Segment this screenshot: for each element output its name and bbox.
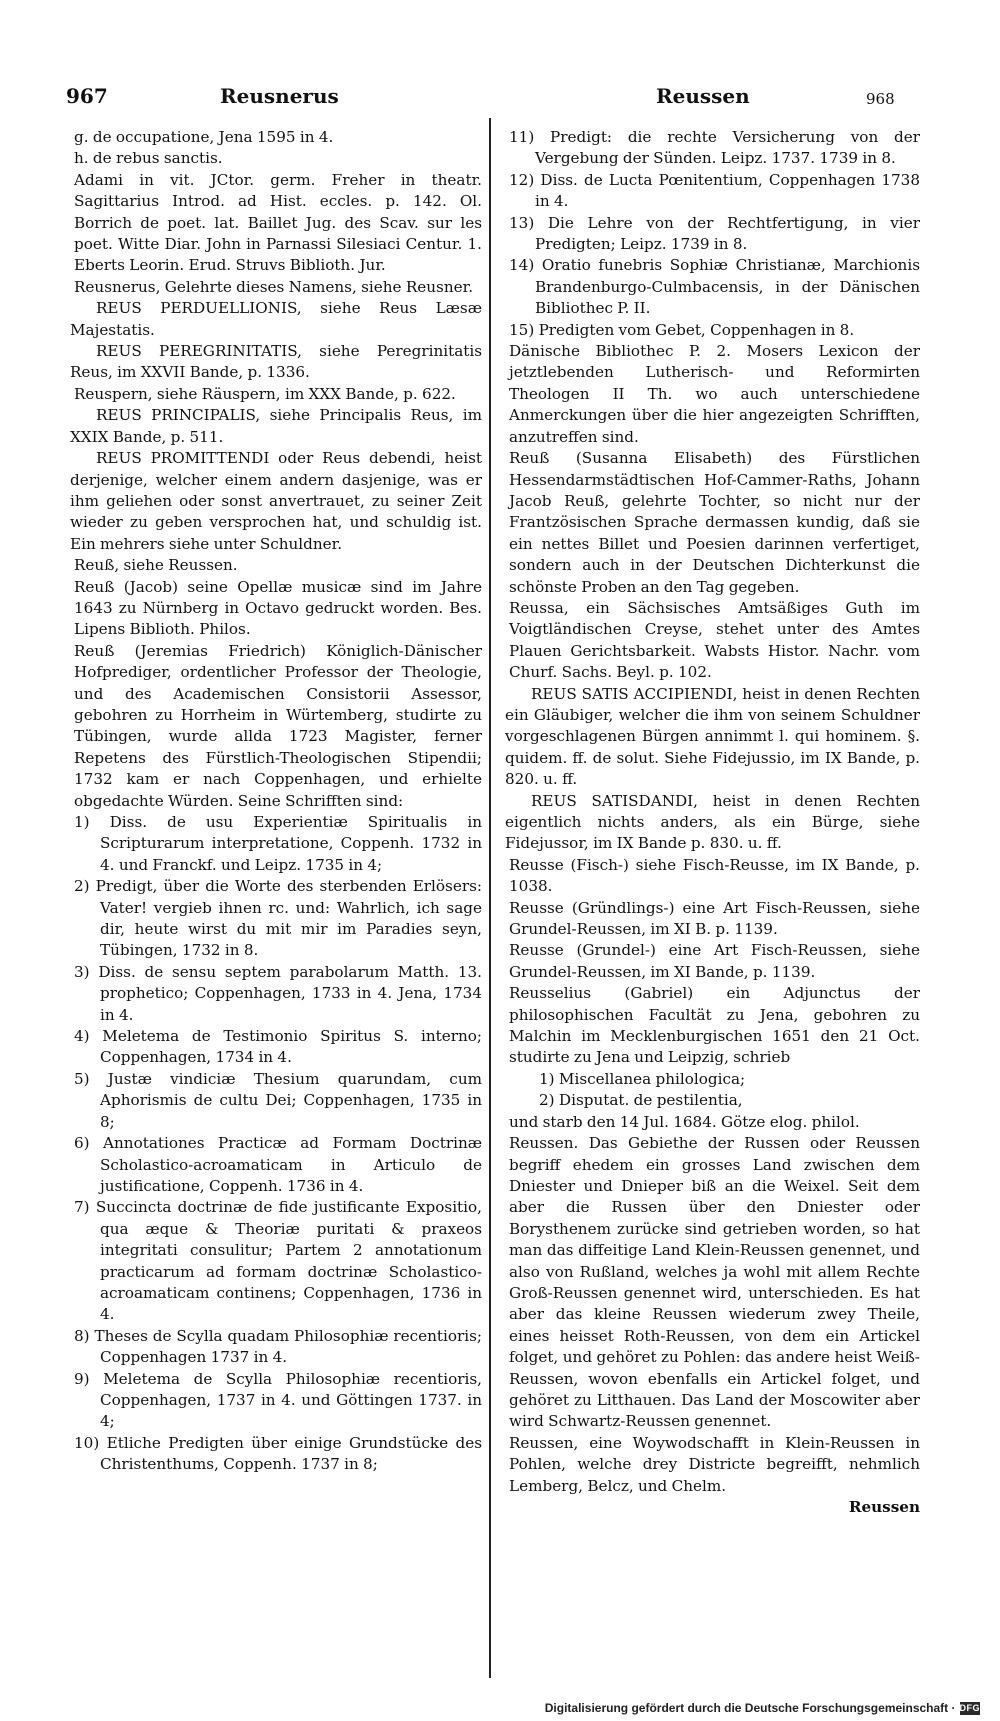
left-page-number: 967 — [66, 84, 108, 108]
paragraph: Reuß, siehe Reussen. — [74, 556, 238, 575]
right-catchword: Reussen — [656, 84, 750, 108]
paragraph: 9) Meletema de Scylla Philosophiæ recentioris, Coppenhagen, 1737 in 4. und Göttingen 1737. in 4; — [74, 1369, 482, 1431]
paragraph: 13) Die Lehre von der Rechtfertigung, in vier Predigten; Leipz. 1739 in 8. — [509, 213, 920, 254]
paragraph: 14) Oratio funebris Sophiæ Christianæ, Marchionis Brandenburgo-Culmbacensis, in der Dänischen Bibliothec P. II. — [509, 256, 920, 318]
dfg-logo: DFG — [959, 1702, 980, 1713]
paragraph: Reusse (Gründlings-) eine Art Fisch-Reussen, siehe Grundel-Reussen, im XI B. p. 1139. — [509, 898, 920, 939]
paragraph: REUS PRINCIPALIS, siehe Principalis Reus, im XXIX Bande, p. 511. — [70, 406, 482, 446]
paragraph: 1) Miscellanea philologica; — [539, 1069, 746, 1088]
paragraph: 12) Diss. de Lucta Pœnitentium, Coppenhagen 1738 in 4. — [509, 170, 920, 211]
footer-text: Digitalisierung gefördert durch die Deutsche Forschungsgemeinschaft · — [544, 1701, 956, 1715]
paragraph: Reusselius (Gabriel) ein Adjunctus der philosophischen Facultät zu Jena, gebohren zu Malchin im Mecklenburgischen 1651 den 21 Oct. studirte zu Jena und Leipzig, schrieb — [509, 984, 920, 1067]
paragraph: Reusse (Grundel-) eine Art Fisch-Reussen, siehe Grundel-Reussen, im XI Bande, p. 1139. — [509, 941, 920, 981]
paragraph: h. de rebus sanctis. — [74, 149, 223, 168]
paragraph: REUS PROMITTENDI oder Reus debendi, heist derjenige, welcher einem andern dasjenige, was er ihm geliehen oder sonst anvertrauet, zu seiner Zeit wieder zu geben versprochen hat, und schuldig ist. Ein mehrers siehe unter Schuldner. — [70, 449, 482, 553]
paragraph: Reusnerus, Gelehrte dieses Namens, siehe Reusner. — [74, 277, 474, 296]
page-header — [66, 84, 906, 120]
right-page-number: 968 — [866, 90, 895, 108]
paragraph: 11) Predigt: die rechte Versicherung von der Vergebung der Sünden. Leipz. 1737. 1739 in 8. — [509, 128, 920, 168]
paragraph: 4) Meletema de Testimonio Spiritus S. interno; Coppenhagen, 1734 in 4. — [74, 1027, 482, 1067]
paragraph: Reuspern, siehe Räuspern, im XXX Bande, p. 622. — [74, 384, 456, 403]
paragraph: Reussen, eine Woywodschafft in Klein-Reussen in Pohlen, welche drey Districte begreifft, nehmlich Lemberg, Belcz, und Chelm. — [509, 1433, 920, 1495]
paragraph: 6) Annotationes Practicæ ad Formam Doctrinæ Scholastico-acroamaticam in Articulo de justificatione, Coppenh. 1736 in 4. — [74, 1134, 482, 1195]
paragraph: 8) Theses de Scylla quadam Philosophiæ recentioris; Coppenhagen 1737 in 4. — [74, 1326, 482, 1367]
paragraph: Reussen. Das Gebiethe der Russen oder Reussen begriff ehedem ein grosses Land zwischen dem Dniester und Dnieper biß an die Weixel. Seit dem aber die Russen über den Dniester oder Borysthenem zurücke sind getrieben worden, so hat man das diffeitige Land Klein-Reussen genennet, und also von Rußland, welches ja wohl mit allem Rechte Groß-Reussen genennet wird, unterschieden. Es hat aber das kleine Reussen wiederum zwey Theile, eines heisset Roth-Reussen, von dem ein Artickel folget, und gehöret zu Pohlen: das andere heist Weiß-Reussen, wovon ebenfalls ein Artickel folget, und gehöret zu Litthauen. Das Land der Moscowiter aber wird Schwartz-Reussen genennet. — [509, 1134, 920, 1431]
paragraph: 7) Succincta doctrinæ de fide justificante Expositio, qua æque & Theoriæ puritati & praxeos integritati consulitur; Partem 2 annotationum practicarum ad formam doctrinæ Scholastico-acroamaticam continens; Coppenhagen, 1736 in 4. — [74, 1198, 482, 1324]
paragraph: Dänische Bibliothec P. 2. Mosers Lexicon der jetztlebenden Lutherisch- und Reformirten Theologen II Th. wo auch unterschiedene Anmerckungen über die hier angezeigten Schrifften, anzutreffen sind. — [509, 342, 920, 446]
paragraph: g. de occupatione, Jena 1595 in 4. — [74, 128, 334, 146]
catchword-bottom: Reussen — [848, 1498, 920, 1516]
paragraph: Reuß (Jeremias Friedrich) Königlich-Dänischer Hofprediger, ordentlicher Professor der Theologie, und des Academischen Consistorii Assessor, gebohren zu Horrheim in Würtemberg, studirte zu Tübingen, wurde allda 1723 Magister, ferner Repetens des Fürstlich-Theologischen Stipendii; 1732 kam er nach Coppenhagen, und erhielte obgedachte Würden. Seine Schrifften sind: — [74, 641, 482, 810]
paragraph: 2) Predigt, über die Worte des sterbenden Erlösers: Vater! vergieb ihnen rc. und: Wahrlich, ich sage dir, heute wirst du mit mir im Paradies seyn, Tübingen, 1732 in 8. — [74, 877, 482, 960]
digitization-footer — [544, 1699, 980, 1717]
paragraph: REUS SATIS ACCIPIENDI, heist in denen Rechten ein Gläubiger, welcher die ihm von seinem Schuldner vorgeschlagenen Bürgen annimmt l. qui hominem. §. quidem. ff. de solut. Siehe Fidejussio, im IX Bande, p. 820. u. ff. — [505, 684, 920, 789]
paragraph: REUS PEREGRINITATIS, siehe Peregrinitatis Reus, im XXVII Bande, p. 1336. — [70, 342, 482, 382]
paragraph: 10) Etliche Predigten über einige Grundstücke des Christenthums, Coppenh. 1737 in 8; — [74, 1433, 482, 1474]
paragraph: REUS PERDUELLIONIS, siehe Reus Læsæ Majestatis. — [70, 299, 482, 339]
paragraph: Reuß (Susanna Elisabeth) des Fürstlichen Hessendarmstädtischen Hof-Cammer-Raths, Johann Jacob Reuß, gelehrte Tochter, so nicht nur der Frantzösischen Sprache dermassen kundig, daß sie ein nettes Billet und Poesien darinnen verfertiget, sondern auch in der Deutschen Dichterkunst die schönste Proben an den Tag gegeben. — [509, 449, 920, 596]
paragraph: Reusse (Fisch-) siehe Fisch-Reusse, im IX Bande, p. 1038. — [509, 855, 920, 896]
paragraph: REUS SATISDANDI, heist in denen Rechten eigentlich nichts anders, als ein Bürge, siehe Fidejussor, im IX Bande p. 830. u. ff. — [505, 791, 920, 853]
paragraph: Reuß (Jacob) seine Opellæ musicæ sind im Jahre 1643 zu Nürnberg in Octavo gedruckt worden. Bes. Lipens Biblioth. Philos. — [74, 577, 482, 639]
paragraph: Adami in vit. JCtor. germ. Freher in theatr. Sagittarius Introd. ad Hist. eccles. p. 142. Ol. Borrich de poet. lat. Baillet Jug. des Scav. sur les poet. Witte Diar. John in Parnassi Silesiaci Centur. 1. Eberts Leorin. Erud. Struvs Biblioth. Jur. — [74, 170, 482, 275]
paragraph: und starb den 14 Jul. 1684. Götze elog. philol. — [509, 1112, 860, 1131]
paragraph: 2) Disputat. de pestilentia, — [539, 1091, 743, 1110]
paragraph: 5) Justæ vindiciæ Thesium quarundam, cum Aphorismis de cultu Dei; Coppenhagen, 1735 in 8; — [74, 1069, 482, 1131]
paragraph: 15) Predigten vom Gebet, Coppenhagen in 8. — [509, 320, 855, 339]
left-column — [70, 127, 482, 1682]
column-divider — [489, 118, 491, 1678]
right-column — [505, 127, 920, 1682]
paragraph: Reussa, ein Sächsisches Amtsäßiges Guth im Voigtländischen Creyse, stehet unter des Amtes Plauen Gerichtsbarkeit. Wabsts Histor. Nachr. vom Churf. Sachs. Beyl. p. 102. — [509, 598, 920, 682]
paragraph: 1) Diss. de usu Experientiæ Spiritualis in Scripturarum interpretatione, Coppenh. 1732 in 4. und Franckf. und Leipz. 1735 in 4; — [74, 813, 482, 874]
paragraph: 3) Diss. de sensu septem parabolarum Matth. 13. prophetico; Coppenhagen, 1733 in 4. Jena, 1734 in 4. — [74, 962, 482, 1024]
left-catchword: Reusnerus — [220, 84, 339, 108]
